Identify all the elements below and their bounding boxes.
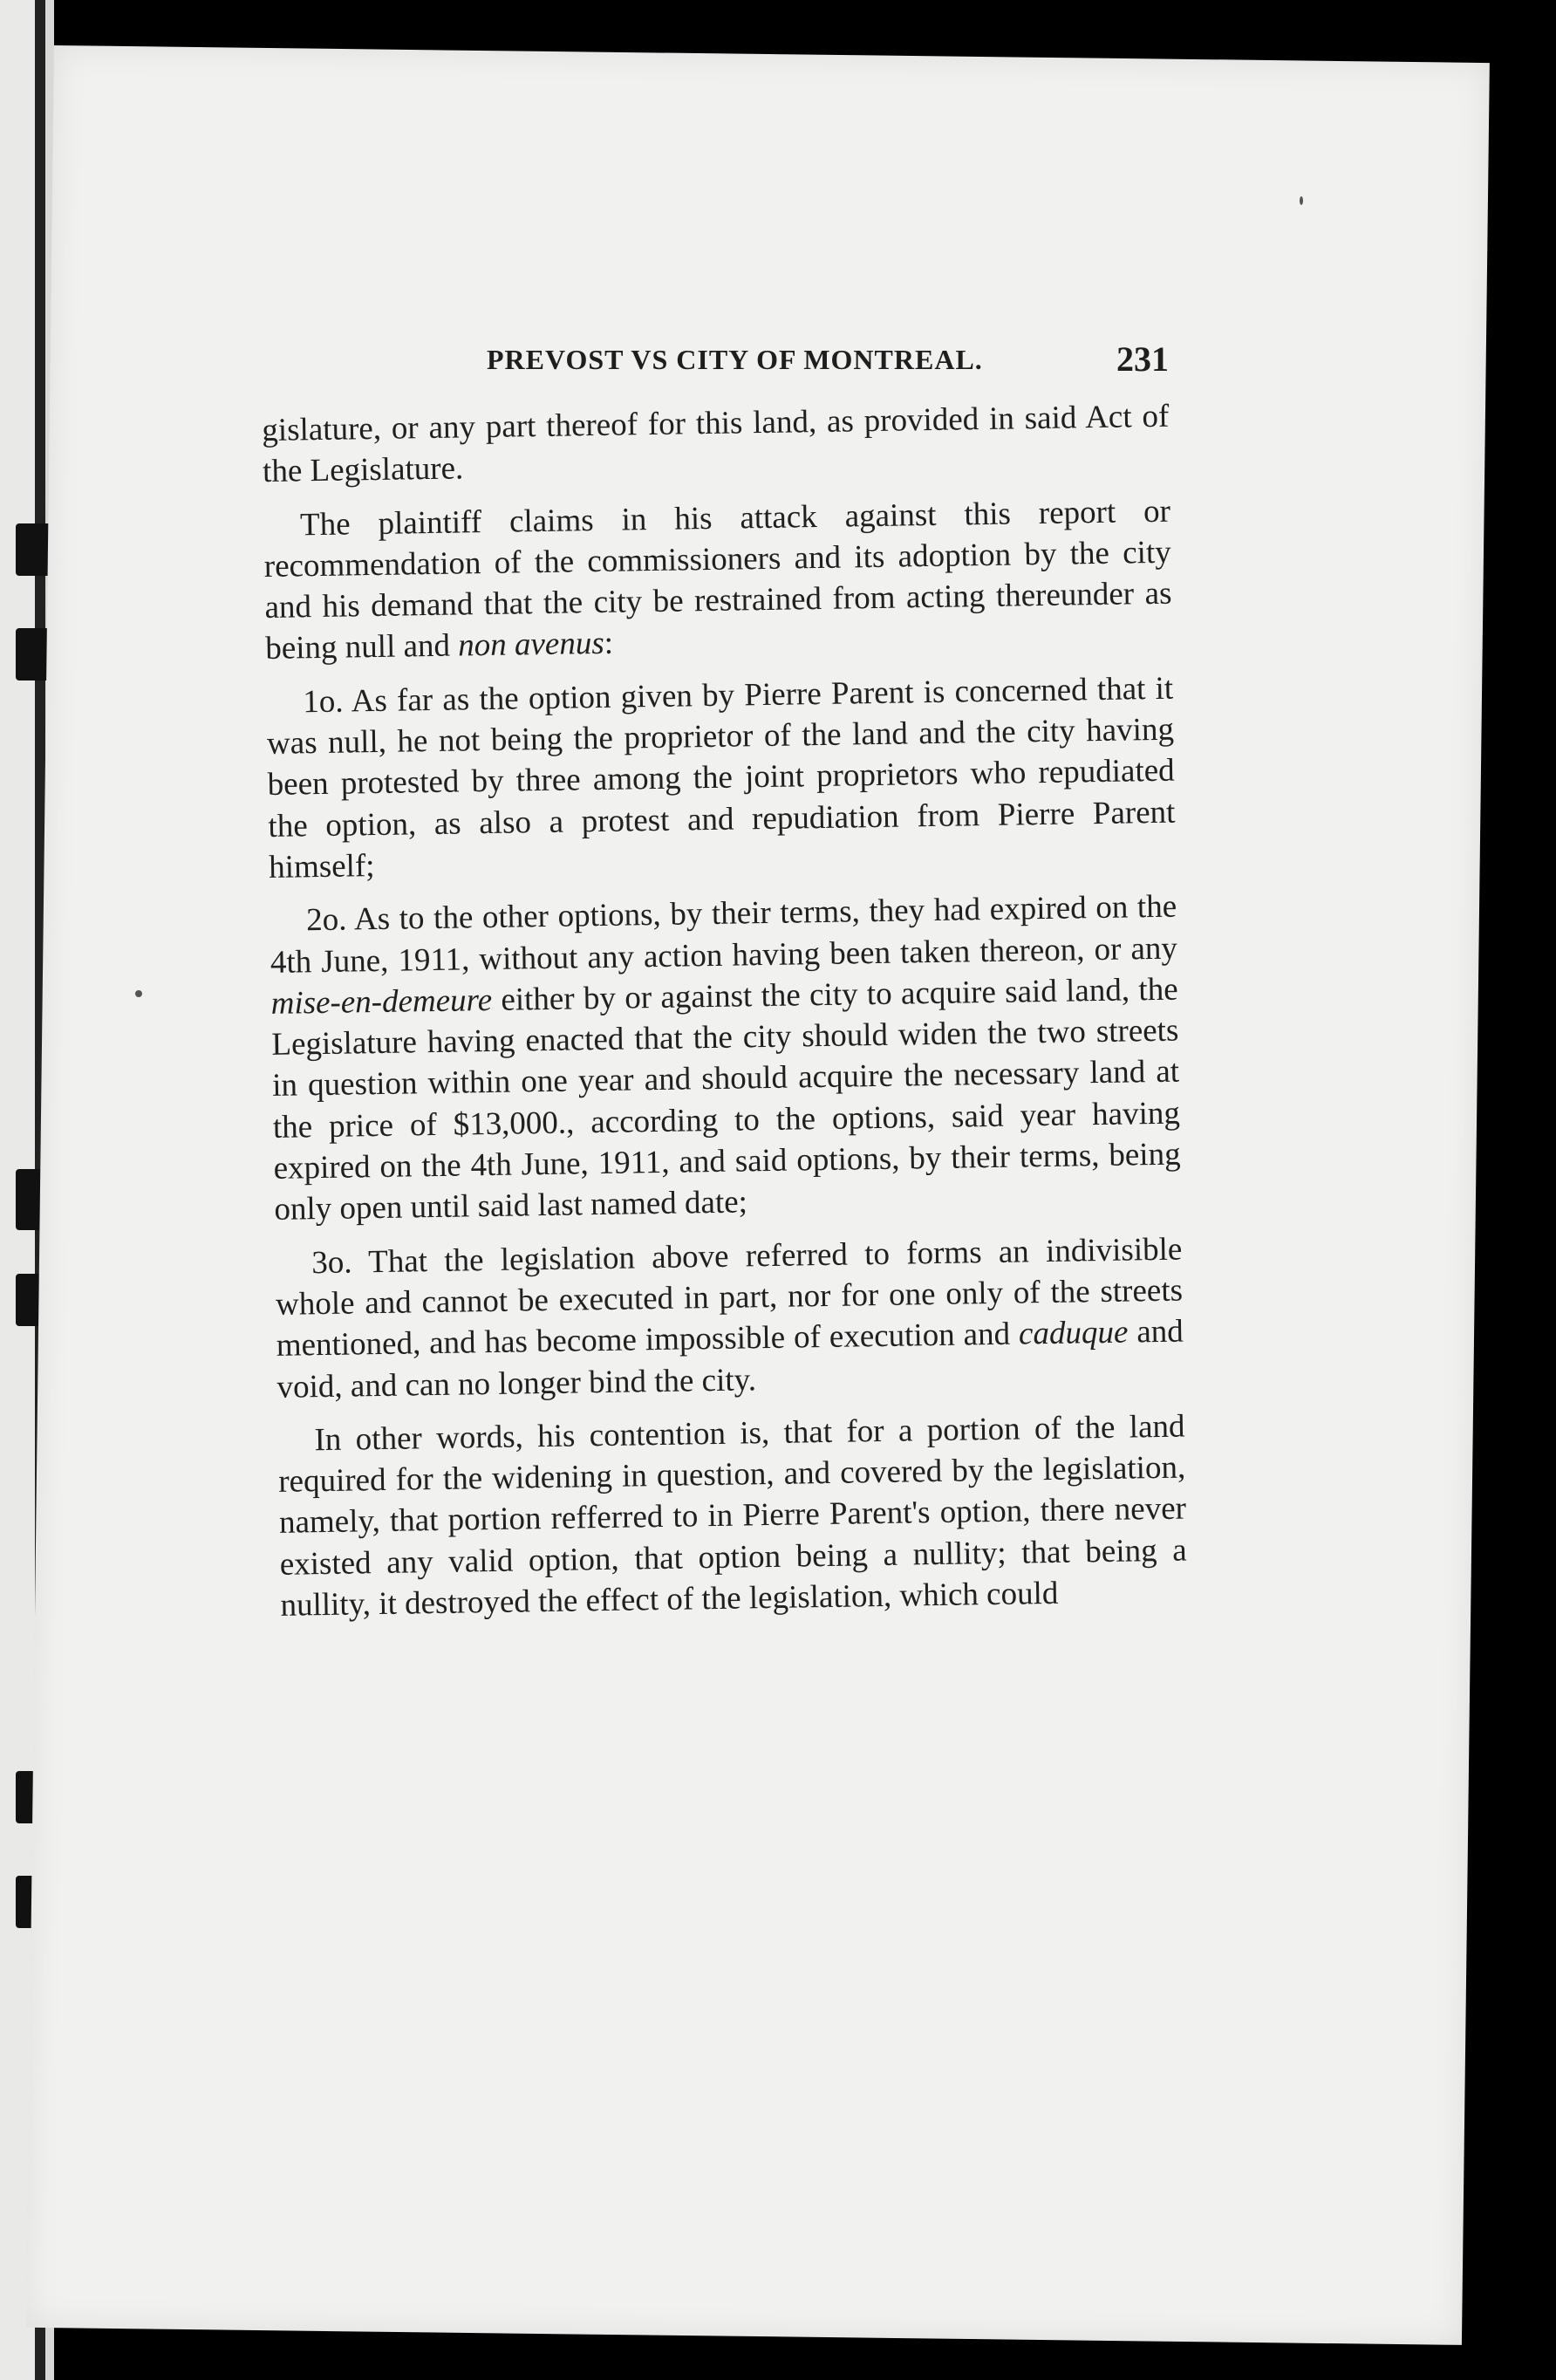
page-number: 231	[1116, 339, 1169, 379]
paragraph: The plaintiff claims in his attack against this report or recommendation of the commissioners and its adoption by the city and his demand that the city be restrained from acting thereunder as being null and non avenus:	[263, 493, 1172, 667]
body-text	[262, 396, 1188, 1638]
paragraph: gislature, or any part thereof for this land, as provided in said Act of the Legislature.	[262, 398, 1170, 490]
paragraph: 3o. That the legislation above referred to forms an indivisible whole and cannot be executed in part, nor for one only of the streets mentioned, and has become impossible of execution and caduque and void, and can no longer bind the city.	[275, 1231, 1184, 1405]
scan-top-border	[0, 0, 1556, 45]
paragraph: 1o. As far as the option given by Pierre Parent is concerned that it was null, he not being the proprietor of the land and the city having been protested by three among the joint proprietors who repudiated the option, as also a protest and repudiation from Pierre Parent himself;	[266, 670, 1176, 886]
paragraph: In other words, his contention is, that for a portion of the land required for the widening in question, and covered by the legislation, namely, that portion refferred to in Pierre Parent's option, there never existed any valid option, that option being a nullity; that being a nullity, it destroyed the effect of the legislation, which could	[277, 1408, 1187, 1624]
scan-right-border	[1490, 0, 1556, 2380]
page-header	[427, 339, 1169, 391]
paragraph: 2o. As to the other options, by their terms, they had expired on the 4th June, 1911, without any action having been taken thereon, or any mise-en-demeure either by or against the city to acquire said land, the Legislature having enacted that the city should widen the two streets in question within one year and should acquire the necessary land at the price of $13,000., according to the options, said year having expired on the 4th June, 1911, and said options, by their terms, being only open until said last named date;	[270, 888, 1181, 1228]
paper-speck	[1300, 196, 1303, 205]
paper-speck	[135, 990, 142, 997]
running-title: PREVOST VS CITY OF MONTREAL.	[487, 344, 983, 375]
